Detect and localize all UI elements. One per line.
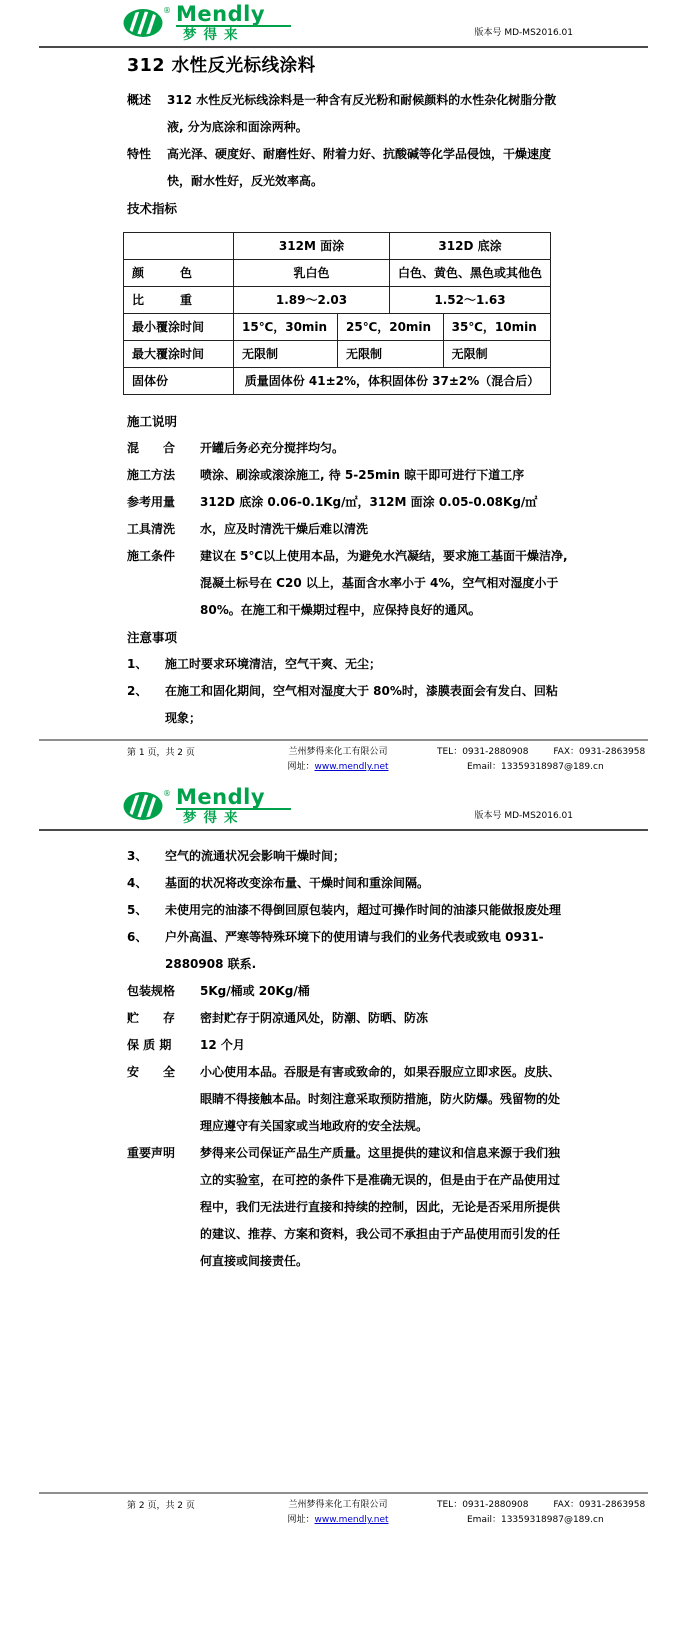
note-number: 3、 <box>127 849 148 863</box>
footer-contact-block <box>437 745 645 775</box>
fax-number: FAX：0931-2863958 <box>553 747 646 757</box>
registered-mark: ® <box>163 6 171 15</box>
method-row <box>127 462 569 489</box>
row-label: 颜 色 <box>124 260 234 287</box>
logo-text-en: Mendly <box>176 4 291 27</box>
row-label: 比 重 <box>124 287 234 314</box>
note-number: 5、 <box>127 903 148 917</box>
tel-number: TEL：0931-2880908 <box>437 747 529 757</box>
safety-row <box>127 1059 569 1140</box>
page2-header <box>0 783 687 829</box>
table-row-max-recoat <box>124 341 551 368</box>
page2-content <box>0 843 687 1275</box>
header-divider <box>39 829 648 831</box>
website-link[interactable]: www.mendly.net <box>314 762 389 772</box>
version-label: 版本号 MD-MS2016.01 <box>474 28 573 38</box>
logo-text-cn: 梦得来 <box>183 27 245 43</box>
cell-gravity-312d: 1.52～1.63 <box>390 287 551 314</box>
note-item-4 <box>127 870 569 897</box>
tel-fax-line <box>437 745 645 760</box>
note-item-1 <box>127 651 569 678</box>
safety-text: 小心使用本品。吞服是有害或致命的，如果吞服应立即求医。皮肤、眼睛不得接触本品。时刻注意采取预防措施，防火防爆。残留物的处理应遵守有关国家或当地政府的安全法规。 <box>200 1065 561 1133</box>
page-number: 第 1 页，共 2 页 <box>127 748 195 758</box>
storage-text: 密封贮存于阴凉通风处，防潮、防晒、防冻 <box>200 1011 429 1025</box>
conditions-text: 建议在 5℃以上使用本品，为避免水汽凝结，要求施工基面干燥洁净, 混凝土标号在 C20 以上，基面含水率小于 4%，空气相对湿度小于 80%。在施工和干燥期过程中，应保持良好的通风。 <box>200 549 568 617</box>
logo-wordmark <box>176 787 291 826</box>
cell-min-25c: 25℃，20min <box>338 314 444 341</box>
note-text: 未使用完的油漆不得倒回原包装内，超过可操作时间的油漆只能做报废处理 <box>165 903 562 917</box>
website-link[interactable]: www.mendly.net <box>314 1515 389 1525</box>
disclaimer-label: 重要声明 <box>127 1146 176 1160</box>
packaging-text: 5Kg/桶或 20Kg/桶 <box>200 984 310 998</box>
cell-min-15c: 15℃，30min <box>234 314 338 341</box>
disclaimer-row <box>127 1140 569 1275</box>
page-number: 第 2 页，共 2 页 <box>127 1501 195 1511</box>
page1-header <box>0 0 687 46</box>
col-header-312m: 312M 面涂 <box>234 233 390 260</box>
note-item-5 <box>127 897 569 924</box>
cell-color-312m: 乳白色 <box>234 260 390 287</box>
overview-label: 概述 <box>127 93 152 107</box>
cleaning-label: 工具清洗 <box>127 522 176 536</box>
note-text: 在施工和固化期间，空气相对湿度大于 80%时，漆膜表面会有发白、回粘现象； <box>165 684 558 725</box>
mixing-text: 开罐后务必充分搅拌均匀。 <box>200 441 345 455</box>
storage-label: 贮 存 <box>127 1011 176 1025</box>
note-number: 2、 <box>127 684 148 698</box>
col-header-312d: 312D 底涂 <box>390 233 551 260</box>
registered-mark: ® <box>163 789 171 798</box>
website-label: 网址： <box>287 762 315 772</box>
cell-max-2: 无限制 <box>338 341 444 368</box>
company-name: 兰州梦得来化工有限公司 <box>288 1500 388 1510</box>
note-number: 1、 <box>127 657 148 671</box>
website-line <box>249 760 427 775</box>
cell-solids: 质量固体份 41±2%，体积固体份 37±2%（混合后） <box>234 368 551 395</box>
cell-color-312d: 白色、黄色、黑色或其他色 <box>390 260 551 287</box>
dosage-text: 312D 底涂 0.06-0.1Kg/㎡，312M 面涂 0.05-0.08Kg/㎡ <box>200 495 538 509</box>
dosage-row <box>127 489 569 516</box>
spec-table <box>123 232 551 395</box>
website-label: 网址： <box>287 1515 315 1525</box>
table-header-row <box>124 233 551 260</box>
cell-gravity-312m: 1.89～2.03 <box>234 287 390 314</box>
packaging-row <box>127 978 569 1005</box>
table-row-color <box>124 260 551 287</box>
page1-footer <box>39 739 648 775</box>
footer-company-block <box>249 745 427 775</box>
mixing-row <box>127 435 569 462</box>
construction-heading: 施工说明 <box>127 414 178 429</box>
method-label: 施工方法 <box>127 468 176 482</box>
fax-number: FAX：0931-2863958 <box>553 1500 646 1510</box>
shelf-life-label: 保 质 期 <box>127 1038 172 1052</box>
document-title: 312 水性反光标线涂料 <box>127 56 316 76</box>
company-name: 兰州梦得来化工有限公司 <box>288 747 388 757</box>
overview-row <box>127 87 569 141</box>
cleaning-row <box>127 516 569 543</box>
table-row-min-recoat <box>124 314 551 341</box>
features-row <box>127 141 569 195</box>
table-row-solids <box>124 368 551 395</box>
note-number: 6、 <box>127 930 148 944</box>
tel-fax-line <box>437 1498 645 1513</box>
version-label: 版本号 MD-MS2016.01 <box>474 811 573 821</box>
tel-number: TEL：0931-2880908 <box>437 1500 529 1510</box>
cell-min-35c: 35℃，10min <box>443 314 550 341</box>
packaging-label: 包装规格 <box>127 984 176 998</box>
note-number: 4、 <box>127 876 148 890</box>
blank-space <box>0 1275 687 1485</box>
mendly-logo-icon <box>123 4 171 40</box>
shelf-life-text: 12 个月 <box>200 1038 245 1052</box>
note-text: 施工时要求环境清洁，空气干爽、无尘； <box>165 657 382 671</box>
email-address: Email：13359318987@189.cn <box>467 1515 604 1525</box>
mixing-label: 混 合 <box>127 441 176 455</box>
conditions-label: 施工条件 <box>127 549 176 563</box>
footer-contact-block <box>437 1498 645 1528</box>
footer-company-block <box>249 1498 427 1528</box>
conditions-row <box>127 543 569 624</box>
logo-text-cn: 梦得来 <box>183 810 245 826</box>
features-text: 高光泽、硬度好、耐磨性好、附着力好、抗酸碱等化学品侵蚀，干燥速度快，耐水性好，反光效率高。 <box>167 147 552 188</box>
logo-text-en: Mendly <box>176 787 291 810</box>
tech-spec-heading: 技术指标 <box>127 201 178 216</box>
mendly-logo-icon <box>123 787 171 823</box>
safety-label: 安 全 <box>127 1065 176 1079</box>
page1-content <box>0 54 687 732</box>
storage-row <box>127 1005 569 1032</box>
header-divider <box>39 46 648 48</box>
row-label: 最小覆涂时间 <box>124 314 234 341</box>
dosage-label: 参考用量 <box>127 495 176 509</box>
company-logo <box>123 787 291 826</box>
email-address: Email：13359318987@189.cn <box>467 762 604 772</box>
notes-heading: 注意事项 <box>127 630 178 645</box>
logo-wordmark <box>176 4 291 43</box>
row-label: 最大覆涂时间 <box>124 341 234 368</box>
overview-text: 312 水性反光标线涂料是一种含有反光粉和耐候颜料的水性杂化树脂分散液, 分为底涂和面涂两种。 <box>167 93 557 134</box>
company-logo <box>123 4 291 43</box>
cleaning-text: 水，应及时清洗干燥后难以清洗 <box>200 522 369 536</box>
page2-footer <box>39 1492 648 1528</box>
method-text: 喷涂、刷涂或滚涂施工, 待 5-25min 晾干即可进行下道工序 <box>200 468 525 482</box>
table-row-gravity <box>124 287 551 314</box>
note-text: 户外高温、严寒等特殊环境下的使用请与我们的业务代表或致电 0931-2880908 联系. <box>165 930 544 971</box>
cell-max-1: 无限制 <box>234 341 338 368</box>
note-item-2 <box>127 678 569 732</box>
cell-max-3: 无限制 <box>443 341 550 368</box>
shelf-life-row <box>127 1032 569 1059</box>
website-line <box>249 1513 427 1528</box>
table-corner-cell <box>124 233 234 260</box>
note-text: 基面的状况将改变涂布量、干燥时间和重涂间隔。 <box>165 876 430 890</box>
note-item-3 <box>127 843 569 870</box>
note-text: 空气的流通状况会影响干燥时间； <box>165 849 346 863</box>
note-item-6 <box>127 924 569 978</box>
features-label: 特性 <box>127 147 152 161</box>
row-label: 固体份 <box>124 368 234 395</box>
disclaimer-text: 梦得来公司保证产品生产质量。这里提供的建议和信息来源于我们独立的实验室，在可控的条件下是准确无误的，但是由于在产品使用过程中，我们无法进行直接和持续的控制，因此，无论是否采用所提供的建议、推荐、方案和资料，我公司不承担由于产品使用而引发的任何直接或间接责任。 <box>200 1146 561 1268</box>
